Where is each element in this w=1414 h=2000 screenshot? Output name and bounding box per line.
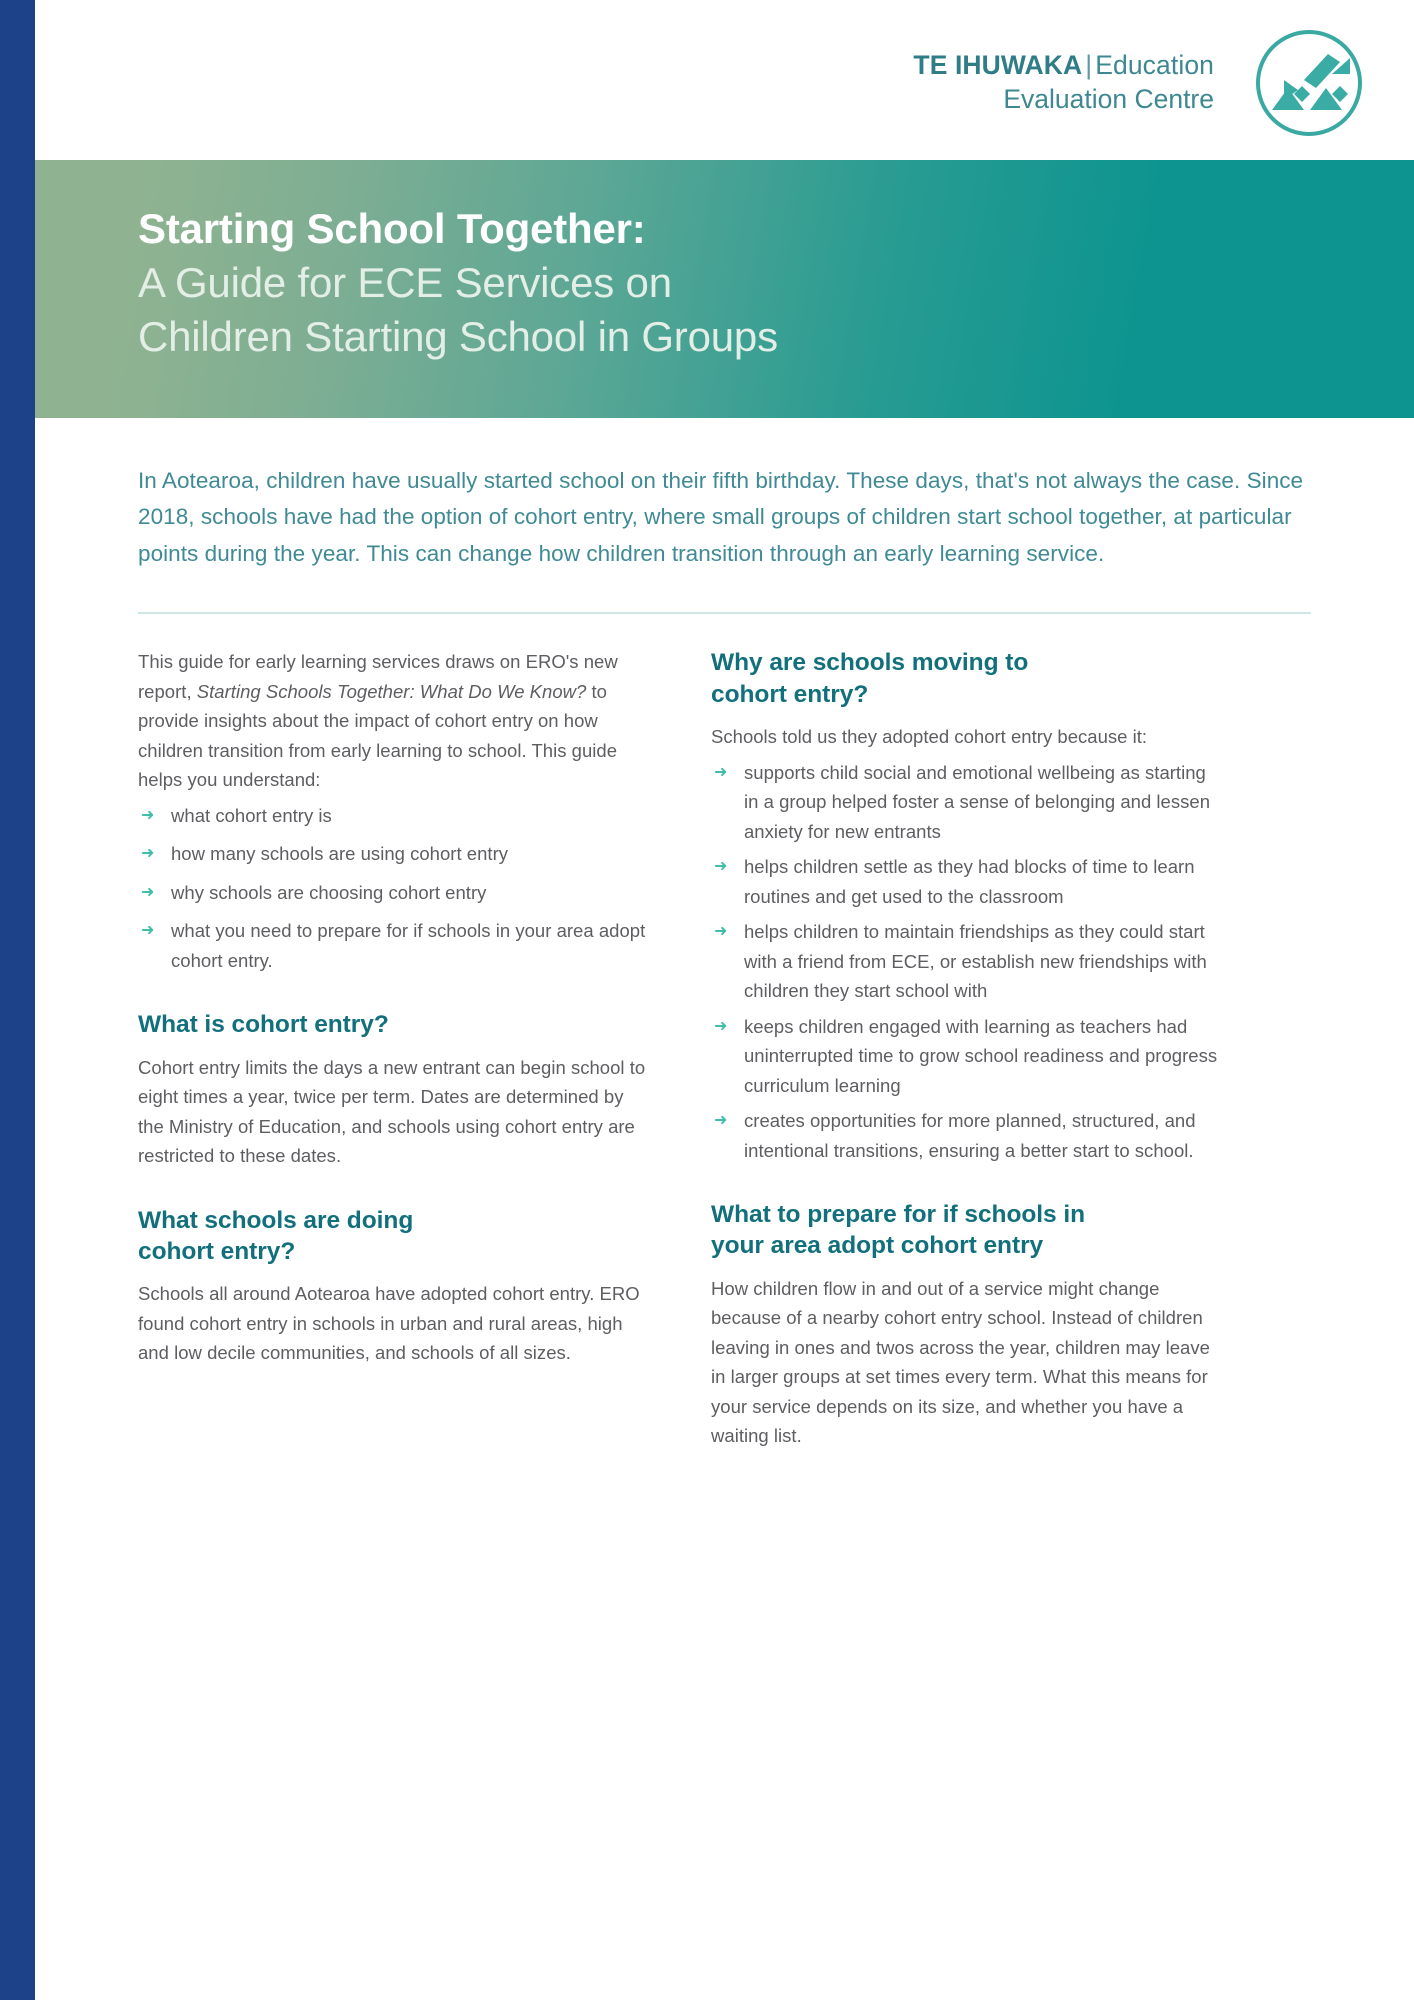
list-item [711, 917, 1224, 1006]
heading-why-are-schools-moving [711, 647, 1224, 710]
document-title: Starting School Together: [138, 205, 646, 252]
brand-name-maori: TE IHUWAKA [913, 50, 1083, 80]
brand-separator: | [1085, 50, 1093, 80]
intro-paragraph: In Aotearoa, children have usually started school on their fifth birthday. These days, that's not always the case. Since 2018, schools have had the option of cohort entry, where small groups of children start school together, at particular points during the year. This can change how children transition through an early learning service. [138, 468, 1304, 566]
arrow-bullet-icon: ➜ [714, 1017, 728, 1035]
masthead [35, 0, 1414, 160]
brand-name-english-1: Education [1095, 50, 1214, 80]
arrow-bullet-icon: ➜ [714, 858, 728, 876]
body-what-schools-are-doing: Schools all around Aotearoa have adopted cohort entry. ERO found cohort entry in schools in urban and rural areas, high and low decile communities, and schools of all sizes. [138, 1283, 640, 1364]
brand-wordmark [913, 48, 1214, 117]
why-bullet-list [711, 758, 1224, 1166]
left-lead-part2: to provide insights about the impact of cohort entry on how children transition from early learning to school. This guide helps you understand: [138, 680, 618, 791]
list-item-label: what cohort entry is [171, 804, 332, 826]
body-why-lead: Schools told us they adopted cohort entry because it: [711, 726, 1148, 748]
list-item-label: why schools are choosing cohort entry [171, 881, 487, 903]
arrow-bullet-icon: ➜ [714, 1112, 728, 1130]
list-item [138, 839, 651, 869]
heading-what-schools-are-doing [138, 1205, 651, 1268]
left-accent-bar [0, 0, 35, 2000]
ero-logo [1254, 28, 1364, 138]
body-what-to-prepare-for: How children flow in and out of a service might change because of a nearby cohort entry school. Instead of children leaving in ones and twos across the year, children may leave in larger groups at set times every term. What this means for your service depends on its size, and whether you have a waiting list. [711, 1277, 1210, 1447]
list-item [711, 758, 1224, 847]
brand-line-primary [913, 48, 1214, 82]
two-column-layout [138, 647, 1311, 1450]
heading-line-2: cohort entry? [138, 1238, 296, 1266]
heading-line-2: your area adopt cohort entry [711, 1232, 1044, 1260]
heading-line-1: Why are schools moving to [711, 649, 1029, 677]
heading-line-2: cohort entry? [711, 680, 869, 708]
list-item [711, 852, 1224, 911]
arrow-bullet-icon: ➜ [141, 845, 155, 863]
body-what-is-cohort-entry: Cohort entry limits the days a new entrant can begin school to eight times a year, twice per term. Dates are determined by the Ministry of Education, and schools using cohort entry are restricted to these dates. [138, 1056, 646, 1167]
arrow-bullet-icon: ➜ [714, 763, 728, 781]
list-item-label: what you need to prepare for if schools in your area adopt cohort entry. [171, 920, 646, 971]
list-item [138, 878, 651, 908]
arrow-bullet-icon: ➜ [141, 922, 155, 940]
report-title-italic: Starting Schools Together: What Do We Know? [196, 680, 587, 702]
brand-name-english-2: Evaluation Centre [1003, 84, 1214, 115]
heading-line-1: What to prepare for if schools in [711, 1201, 1086, 1229]
heading-what-to-prepare-for [711, 1199, 1224, 1262]
list-item-label: helps children to maintain friendships as they could start with a friend from ECE, or establish new friendships with children they start school with [744, 921, 1207, 1002]
title-banner [35, 160, 1414, 418]
list-item-label: helps children settle as they had blocks of time to learn routines and get used to the classroom [744, 856, 1195, 907]
document-content [35, 463, 1414, 1451]
arrow-bullet-icon: ➜ [141, 883, 155, 901]
list-item-label: keeps children engaged with learning as teachers had uninterrupted time to grow school readiness and progress curriculum learning [744, 1015, 1218, 1096]
left-lead-paragraph [138, 647, 651, 795]
document-page [35, 0, 1414, 2000]
right-column [711, 647, 1224, 1450]
title-banner-inner [35, 160, 1414, 365]
heading-what-is-cohort-entry: What is cohort entry? [138, 1011, 389, 1039]
list-item-label: supports child social and emotional wellbeing as starting in a group helped foster a sense of belonging and lessen anxiety for new entrants [744, 761, 1211, 842]
list-item-label: creates opportunities for more planned, structured, and intentional transitions, ensuring a better start to school. [744, 1110, 1196, 1161]
left-lead-part1: This guide for early learning services draws on ERO's new report, [138, 651, 618, 702]
ero-chevron-diamond-logo-icon [1254, 28, 1364, 138]
left-column [138, 647, 651, 1450]
list-item [138, 916, 651, 975]
list-item-label: how many schools are using cohort entry [171, 843, 509, 865]
arrow-bullet-icon: ➜ [141, 806, 155, 824]
left-lead-bullet-list [138, 801, 651, 976]
heading-line-1: What schools are doing [138, 1206, 414, 1234]
arrow-bullet-icon: ➜ [714, 923, 728, 941]
list-item [138, 801, 651, 831]
list-item [711, 1012, 1224, 1101]
list-item [711, 1106, 1224, 1165]
document-subtitle-line1: A Guide for ECE Services on [138, 258, 672, 306]
section-divider [138, 612, 1311, 614]
document-subtitle-line2: Children Starting School in Groups [138, 313, 778, 361]
